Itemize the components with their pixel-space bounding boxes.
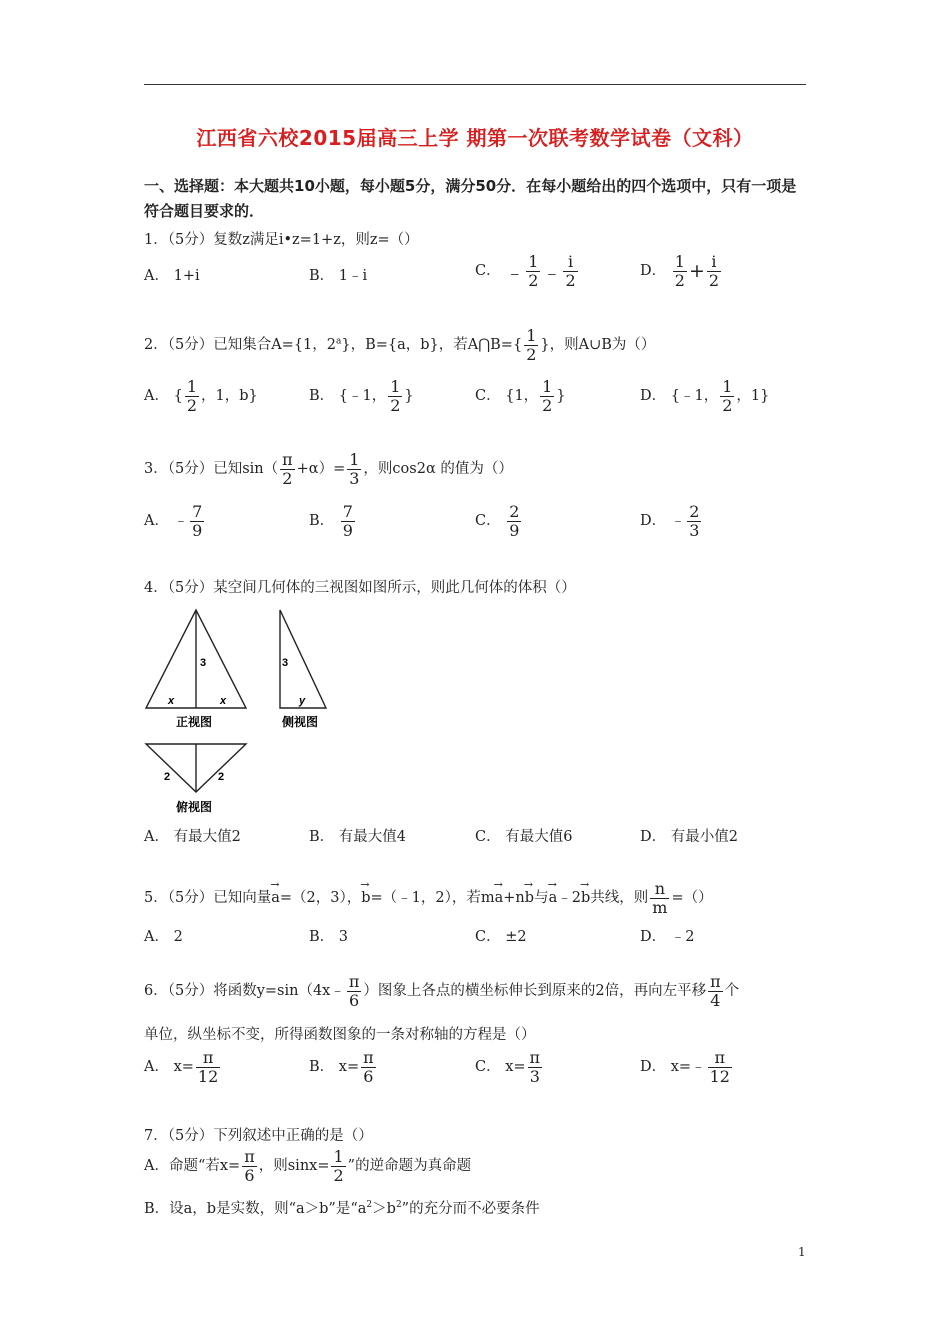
top-view-label: 俯视图 xyxy=(176,800,213,814)
page-title: 江西省六校2015届高三上学 期第一次联考数学试卷（文科） xyxy=(196,126,754,150)
q2-option-d: D． {﹣1， $\frac{1}{2}$ ，1} xyxy=(640,377,770,415)
front-view xyxy=(146,610,246,729)
top-view xyxy=(146,744,246,814)
q6-option-b: B． x= $\frac{\pi}{6}$ xyxy=(309,1048,374,1086)
question-7-stem: 7．（5分）下列叙述中正确的是（） xyxy=(144,1128,373,1144)
q2-option-b: B． {﹣1， $\frac{1}{2}$ } xyxy=(309,377,414,415)
side-view-label: 侧视图 xyxy=(282,715,319,729)
top-left-label: 2 xyxy=(164,771,171,783)
vector-b: → b xyxy=(581,890,590,906)
q1-option-a: A． 1+i xyxy=(144,268,200,284)
top-right-label: 2 xyxy=(218,771,225,783)
q1-option-b: B． 1﹣i xyxy=(309,268,368,284)
q2-option-c: C． {1， $\frac{1}{2}$ } xyxy=(475,377,566,415)
three-view-figure xyxy=(140,604,340,816)
side-height-label: 3 xyxy=(282,657,289,669)
question-2-stem: 2．（5分）已知集合A={1，2$^a$}，B={a，b}，若A⋂B={ $\frac{1}{2}$ }，则A∪B为（） xyxy=(144,326,656,364)
side-y-label: y xyxy=(299,695,306,707)
q4-option-b: B． 有最大值4 xyxy=(309,829,406,845)
question-1-stem: 1．（5分）复数z满足i•z=1+z，则z=（） xyxy=(144,232,419,248)
vector-b: → b xyxy=(361,890,370,906)
page-number: 1 xyxy=(798,1245,806,1259)
header-rule xyxy=(144,84,806,85)
q4-option-c: C． 有最大值6 xyxy=(475,829,573,845)
q3-option-a: A． ﹣ $\frac{7}{9}$ xyxy=(144,502,203,540)
q3-option-c: C． $\frac{2}{9}$ xyxy=(475,502,520,540)
front-height-label: 3 xyxy=(200,657,207,669)
q5-option-c: C． ±2 xyxy=(475,929,527,945)
q3-option-b: B． $\frac{7}{9}$ xyxy=(309,502,353,540)
vector-a: → a xyxy=(549,890,558,906)
front-view-label: 正视图 xyxy=(176,715,213,729)
q1-option-d: D． $\frac{1}{2}$ + $\frac{i}{2}$ xyxy=(640,252,720,290)
q3-option-d: D． ﹣ $\frac{2}{3}$ xyxy=(640,502,700,540)
q7-option-b: B．设a，b是实数，则“a＞b”是“$a^2>b^2$”的充分而不必要条件 xyxy=(144,1200,540,1217)
question-3-stem: 3．（5分）已知sin（ $\frac{\pi}{2}$ +α）= $\frac{1}{3}$ ，则cos2α 的值为（） xyxy=(144,450,513,488)
front-x-left-label: x xyxy=(168,695,175,707)
question-6-stem-line2: 单位，纵坐标不变，所得函数图象的一条对称轴的方程是（） xyxy=(144,1027,536,1043)
q5-option-b: B． 3 xyxy=(309,929,348,945)
vector-b: → b xyxy=(525,890,534,906)
section-heading: 一、选择题：本大题共10小题，每小题5分，满分50分．在每小题给出的四个选项中，只有一项是符合题目要求的． xyxy=(144,177,797,220)
q5-option-a: A． 2 xyxy=(144,929,183,945)
q1-option-c: C． ﹣ $\frac{1}{2}$ ﹣ $\frac{i}{2}$ xyxy=(475,252,576,290)
q6-option-a: A． x= $\frac{\pi}{12}$ xyxy=(144,1048,219,1086)
front-x-right-label: x xyxy=(220,695,227,707)
q4-option-a: A． 有最大值2 xyxy=(144,829,241,845)
q7-option-a: A．命题“若x= $\frac{\pi}{6}$ ，则sinx= $\frac{1}{2}$ ”的逆命题为真命题 xyxy=(144,1147,472,1185)
question-4-stem: 4．（5分）某空间几何体的三视图如图所示，则此几何体的体积（） xyxy=(144,580,576,596)
question-5-stem: 5．（5分）已知向量→ a=（2，3），→ b=（﹣1，2），若m→ a+n→ b与→ a﹣2→ b共线，则 $\frac{n}{m}$ =（） xyxy=(144,880,713,916)
q6-option-c: C． x= $\frac{\pi}{3}$ xyxy=(475,1048,541,1086)
q4-option-d: D． 有最小值2 xyxy=(640,829,738,845)
q2-option-a: A． { $\frac{1}{2}$ ，1，b} xyxy=(144,377,258,415)
question-6-stem: 6．（5分）将函数y=sin（4x﹣ $\frac{\pi}{6}$ ）图象上各点的横坐标伸长到原来的2倍，再向左平移 $\frac{\pi}{4}$ 个 xyxy=(144,972,740,1010)
q6-option-d: D． x=﹣ $\frac{\pi}{12}$ xyxy=(640,1048,730,1086)
vector-a: → a xyxy=(495,890,504,906)
side-view xyxy=(280,610,326,729)
q5-option-d: D． ﹣2 xyxy=(640,929,695,945)
vector-a: → a xyxy=(271,890,280,906)
